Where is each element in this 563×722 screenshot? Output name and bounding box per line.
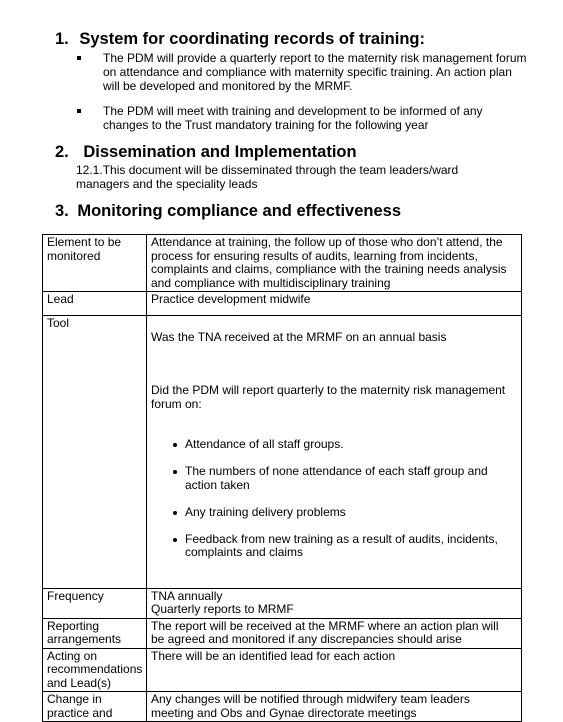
row-value: TNA annually Quarterly reports to MRMF <box>147 588 522 618</box>
row-label: Acting on recommendations and Lead(s) <box>43 648 147 692</box>
section-2-title: Dissemination and Implementation <box>83 143 357 161</box>
section-3-number: 3. <box>55 202 69 220</box>
table-row <box>43 588 522 618</box>
row-label: Lead <box>43 292 147 316</box>
table-row <box>43 316 522 589</box>
bullet-square-icon <box>77 56 81 60</box>
row-value: Practice development midwife <box>147 292 522 316</box>
section-2-paragraph: 12.1.This document will be disseminated through the team leaders/ward managers and the speciality leads <box>76 163 459 191</box>
row-value: The report will be received at the MRMF where an action plan will be agreed and monitored if any discrepancies should arise <box>147 618 522 648</box>
list-item: The numbers of none attendance of each staff group and action taken <box>151 465 518 492</box>
row-value: Attendance at training, the follow up of those who don’t attend, the process for ensuring results of audits, learning from incidents, complaints and claims, compliance with the training needs analysis and compliance with multidisciplinary training <box>147 235 522 292</box>
section-2-number: 2. <box>55 143 69 161</box>
row-value-tool <box>147 316 522 589</box>
monitoring-table <box>42 234 522 722</box>
row-value: Any changes will be notified through midwifery team leaders meeting and Obs and Gynae directorate meetings <box>147 692 522 722</box>
section-1-title: System for coordinating records of training: <box>79 30 425 48</box>
section-2-heading <box>55 142 357 162</box>
list-item: Feedback from new training as a result of audits, incidents, complaints and claims <box>151 533 518 560</box>
bullet-square-icon <box>77 109 81 113</box>
section-3-title: Monitoring compliance and effectiveness <box>77 202 402 220</box>
tool-question-1: Was the TNA received at the MRMF on an annual basis <box>151 329 447 344</box>
section-3-heading <box>55 201 401 221</box>
table-row <box>43 692 522 722</box>
list-item: Attendance of all staff groups. <box>151 438 518 452</box>
row-label: Change in practice and <box>43 692 147 722</box>
table-row <box>43 292 522 316</box>
tool-bullet-list <box>151 425 518 574</box>
table-row <box>43 648 522 692</box>
table-row <box>43 618 522 648</box>
section-1-bullet-1 <box>77 51 537 95</box>
list-item: Any training delivery problems <box>151 506 518 520</box>
section-1-bullet-2-text: The PDM will meet with training and development to be informed of any changes to the Trust mandatory training for the following year <box>103 104 483 132</box>
row-label: Frequency <box>43 588 147 618</box>
section-1-bullet-2 <box>77 104 537 134</box>
section-1-number: 1. <box>55 30 69 48</box>
tool-question-2: Did the PDM will report quarterly to the maternity risk management forum on: <box>151 383 506 411</box>
row-value: There will be an identified lead for each action <box>147 648 522 692</box>
table-row <box>43 235 522 292</box>
row-label: Tool <box>43 316 147 589</box>
row-label: Element to be monitored <box>43 235 147 292</box>
row-label: Reporting arrangements <box>43 618 147 648</box>
section-1-heading <box>55 29 425 49</box>
section-1-bullet-1-text: The PDM will provide a quarterly report to the maternity risk management forum on attendance and compliance with maternity specific training. An action plan will be developed and monitored by the MRMF. <box>103 51 527 93</box>
